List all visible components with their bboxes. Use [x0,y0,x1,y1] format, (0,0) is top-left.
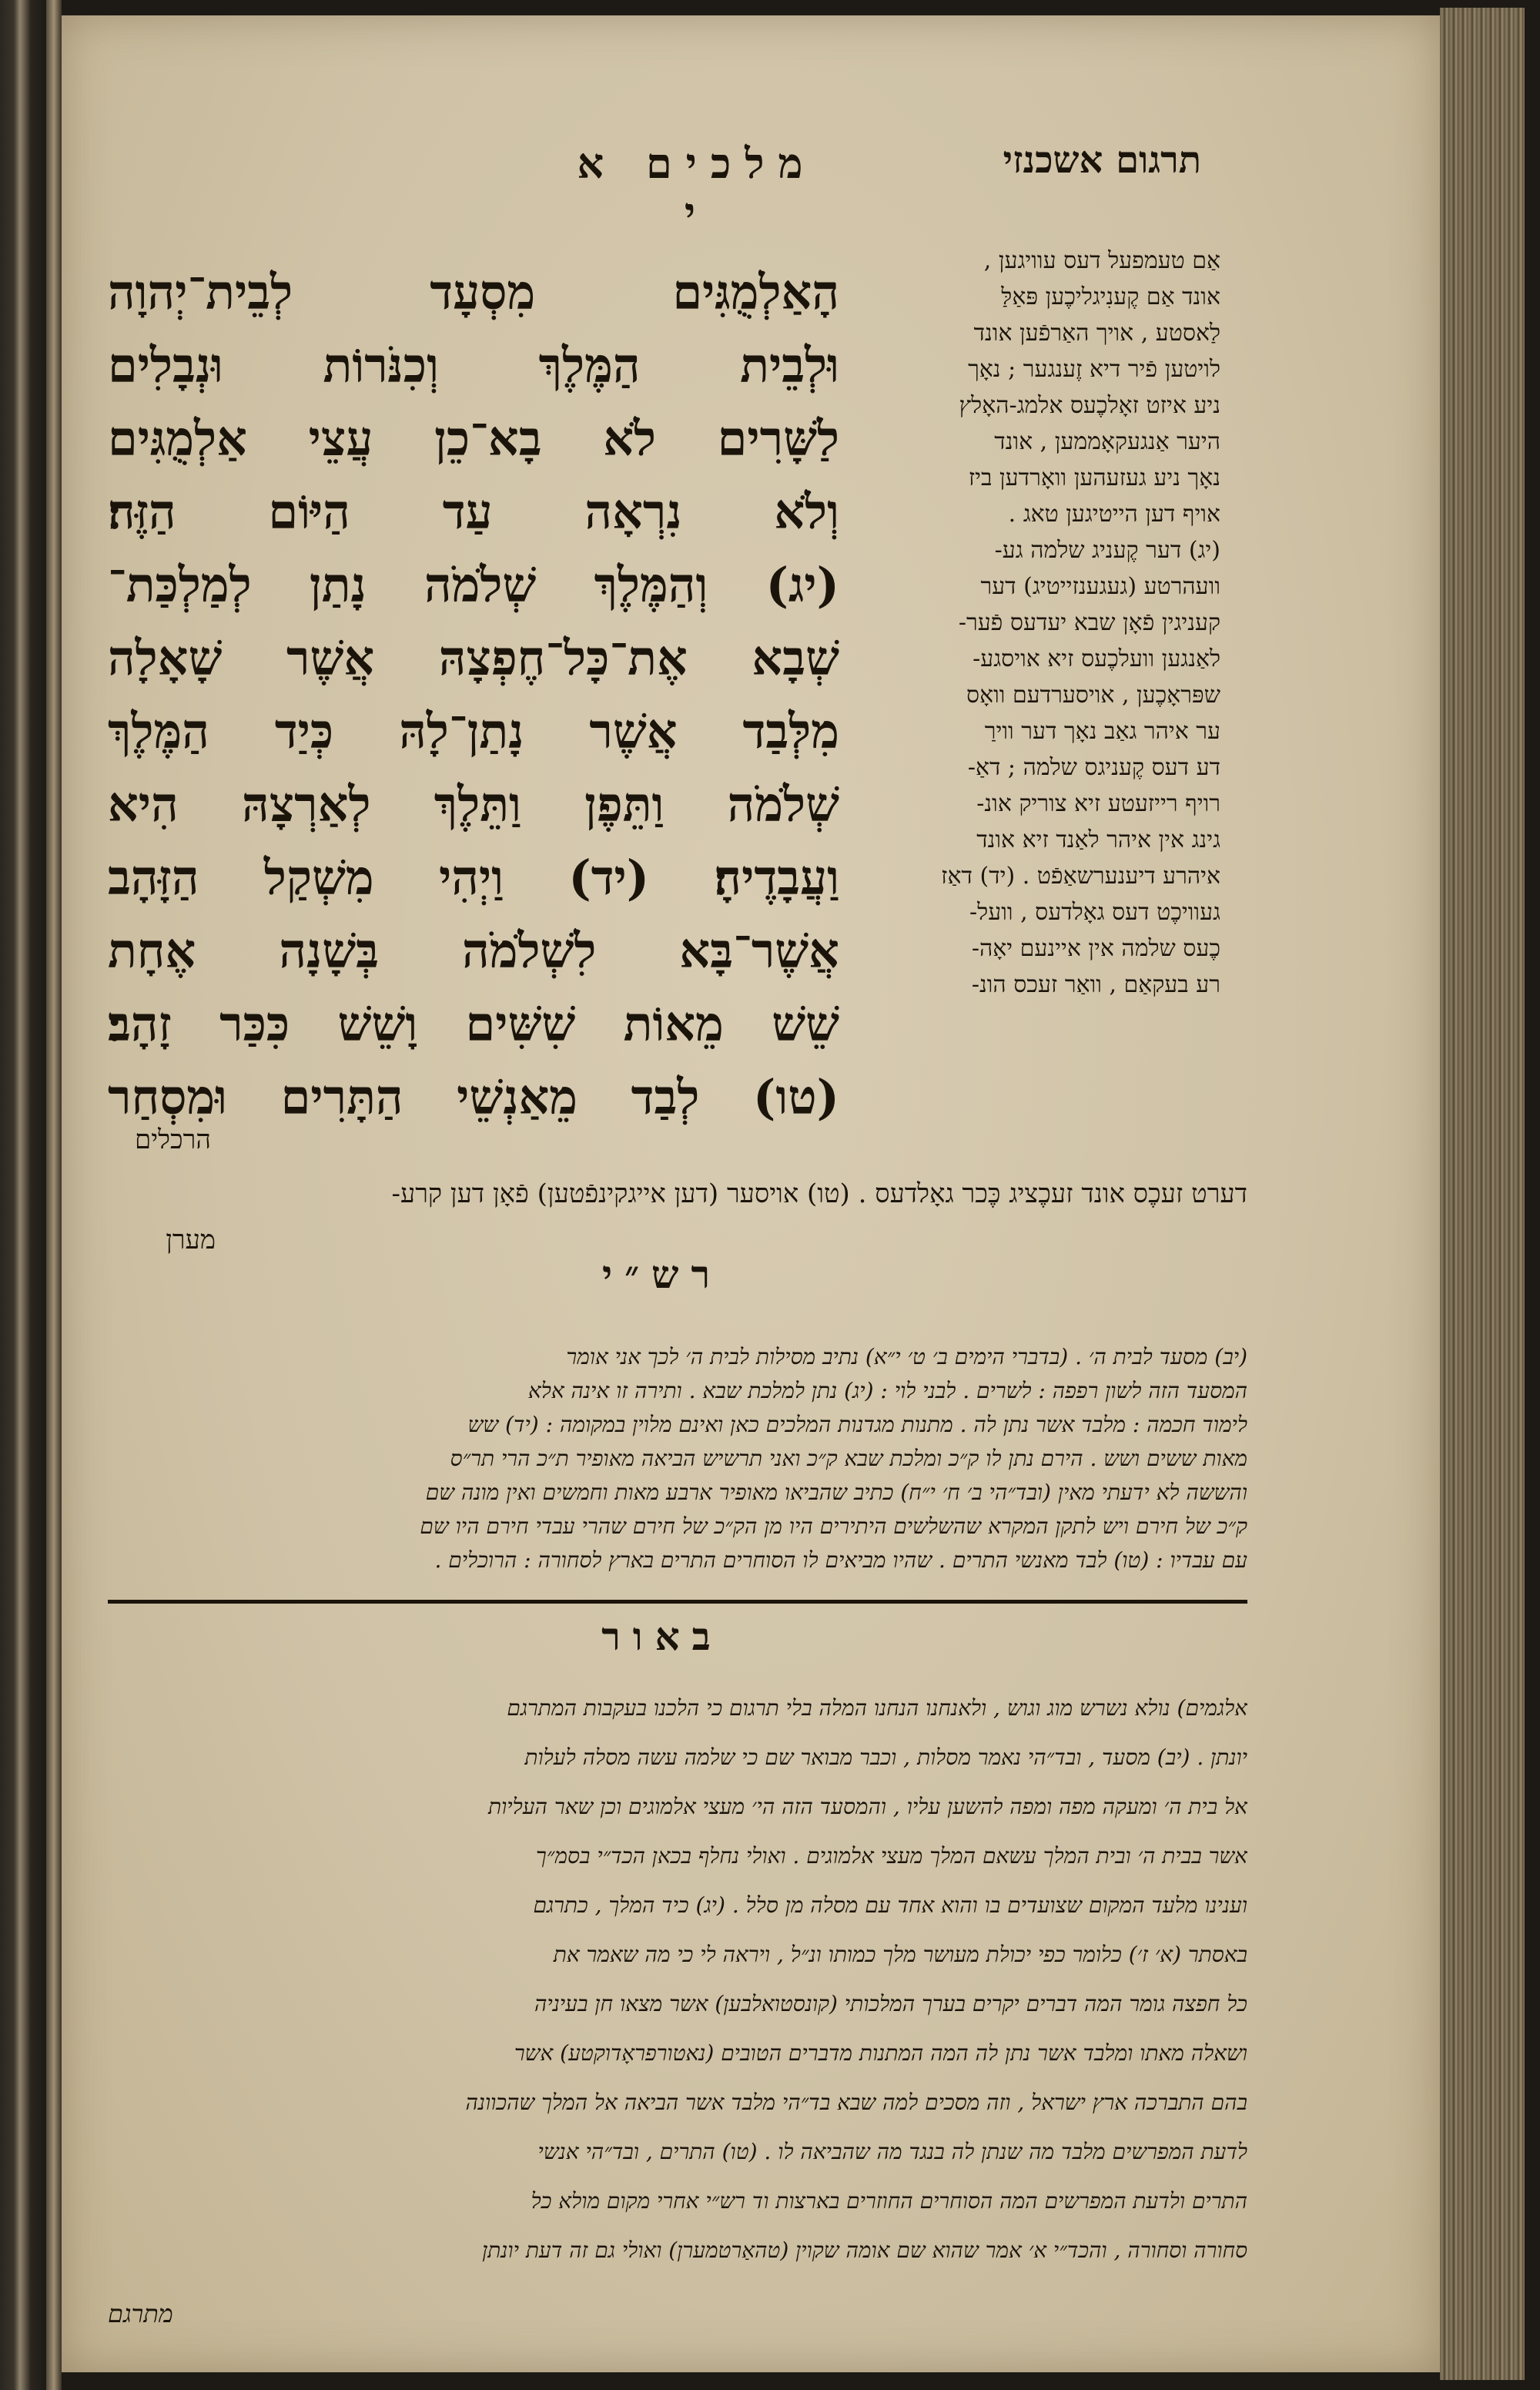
german-line: גינג אין איהר לאַנד זיא אונד [976,826,1220,853]
biur-title: באור [601,1614,723,1659]
rashi-line: עם עבדיו : (טו) לבד מאנשי התרים . שהיו מביאים לו הסוחרים התרים בארץ לסחורה : הרוכלים . [434,1547,1247,1573]
header-right-title: תרגום אשכנזי [1003,139,1201,182]
catchword-bottom: מתרגם [108,2299,173,2328]
hebrew-line: שְׁבָא אֶת־כָּל־חֶפְצָהּ אֲשֶׁר שָׁאָלָה [108,630,839,686]
biur-line: אלגמים) נולא נשרש מוג וגוש , ולאנחנו הנחנו המלה בלי תרגום כי הלכנו בעקבות המתרגם [507,1695,1247,1721]
german-line: לַאסטע , אויך האַרפֿען אונד [973,320,1220,347]
german-continuation-line: מערן [166,1225,216,1255]
german-line: וועהרטע (געגענזייטיג) דער [980,573,1220,600]
hebrew-line: וְלֹא נִרְאָה עַד הַיּוֹם הַזֶּה׃ [108,484,839,540]
german-line: קעניגין פֿאָן שבא יעדעס פֿער- [958,609,1220,636]
biur-line: יונתן . (יב) מסעד , ובד״הי נאמר מסלות , וכבר מבואר שם כי שלמה עשה מסלה לעלות [524,1745,1247,1770]
biur-line: אל בית ה׳ ומעקה מפה ומפה להשען עליו , והמסעד הזה הי׳ מעצי אלמוגים וכן שאר העליות [488,1794,1247,1819]
rashi-line: לימוד חכמה : מלבד אשר נתן לה . מתנות מגדנות המלכים כאן ואינם מלוין במקומה : (יד) שש [467,1412,1247,1437]
german-line: אונד אַם קֶענִיגליכֶען פּאַלַּ [1001,283,1220,310]
german-line: היער אַנגעקאָממען , אונד [994,428,1220,455]
biur-line: התרים ולדעת המפרשים המה הסוחרים החוזרים בארצות וד רש״י אחרי מקום מולא כל [531,2188,1247,2214]
rashi-line: מאות ששים ושש . הירם נתן לו ק״כ ומלכת שבא ק״כ ואני תרשיש הביאה מאופיר ת״כ הרי תר״ס [450,1446,1247,1471]
german-line: ער איהר גאַב נאָך דער ווירַ [984,718,1220,745]
biur-line: כל חפצה גומר המה דברים יקרים בערך המלכותי (קונסטואלבען) אשר מצאו חן בעיניה [534,1991,1247,2016]
hebrew-line: (יג) וְהַמֶּלֶךְ שְׁלֹמֹה נָתַן לְמַלְכַּת־ [108,557,839,613]
german-line: נאָך ניע געזעהען וואָרדען ביז [968,464,1220,491]
hebrew-line: שְׁלֹמֹה וַתֵּפֶן וַתֵּלֶךְ לְאַרְצָהּ הִיא [108,776,839,833]
biur-line: סחורה וסחורה , והכד״י א׳ אמר שהוא שם אומה שקוין (טהאַרטמערן) ואולי גם זה דעת יונתן [482,2237,1247,2263]
biur-line: וענינו מלעד המקום שצועדים בו והוא אחד עם מסלה מן סלל . (יג) כיד המלך , כתרגם [533,1892,1247,1918]
hebrew-line: (טו) לְבַד מֵאַנְשֵׁי הַתָּרִים וּמִסְחַר [108,1069,839,1125]
biur-line: לדעת המפרשים מלבד מה שנתן לה בנגד מה שהביאה לו . (טו) התרים , ובד״הי אנשי [537,2139,1247,2164]
header-left-title: מלכים א י [577,139,817,237]
german-line: לויטען פֿיר דיא זֶענגער ; נאָך [968,356,1220,383]
section-divider [108,1600,1247,1604]
page-edges [1440,8,1525,2380]
german-line: שפּראָכֶען , אויסערדעם וואָס [966,682,1220,709]
rashi-line: המסעד הזה לשון רפפה : לשרים . לבני לוי : (יג) נתן למלכת שבא . ותירה זו אינה אלא [527,1378,1247,1403]
hebrew-line: שֵׁשׁ מֵאוֹת שִׁשִּׁים וָשֵׁשׁ כִּכַּר זָהָב׃ [108,996,839,1052]
rashi-line: והששה לא ידעתי מאין (ובד״הי ב׳ ח׳ י״ח) כתיב שהביאו מאופיר ארבע מאות וחמשים ואין מונה שם [425,1480,1247,1505]
german-line: כֶעס שלמה אין איינעם יאָה- [971,935,1220,962]
rashi-title: רש״י [601,1252,723,1297]
hebrew-line: וּלְבֵית הַמֶּלֶךְ וְכִנֹּרוֹת וּנְבָלִים [108,337,839,394]
german-line: רויף רייזעטע זיא צוריק אונ- [976,790,1220,817]
rashi-line: (יב) מסעד לבית ה׳ . (בדברי הימים ב׳ ט׳ י״א) נתיב מסילות לבית ה׳ לכך אני אומר [566,1344,1247,1369]
biur-line: ושאלה מאתו ומלבד אשר נתן לה המה המתנות מדברים הטובים (נאטורפראָדוקטע) אשר [514,2040,1247,2066]
biur-line: בהם התברכה ארץ ישראל , וזה מסכים למה שבא בד״הי מלבד אשר הביאה אל המלך שהכוונה [465,2090,1247,2115]
german-line: ניע איזט זאָלכֶעס אלמג-האָלץ [959,392,1220,419]
german-line: אַם טעמפעל דעס עוויגען , [983,247,1220,274]
biur-line: באסתר (א׳ ז׳) כלומר כפי יכולת מעושר מלך כמותו ונ״ל , ויראה לי כי מה שאמר את [553,1942,1247,1967]
german-line: אויף דען הייטיגען טאג . [1008,501,1220,528]
german-line: דע דעס קֶעניגס שלמה ; דאַ- [967,754,1220,781]
hebrew-line: וַעֲבָדֶיהָ׃ (יד) וַיְהִי מִשְׁקַל הַזָּהָב [108,850,839,906]
hebrew-line: אֲשֶׁר־בָּא לִשְׁלֹמֹה בְּשָׁנָה אֶחָת [108,923,839,979]
german-line: געוויכֶט דעס גאָלדעס , וועל- [969,899,1220,926]
german-continuation-line: דערט זעכֶס אונד זעכֶציג כֶּכר גאָלדעס . (טו) אויסער (דען אייגקינפֿטען) פֿאָן דען קרע- [391,1178,1247,1209]
german-line: לאַנגען וועלכֶעס זיא אויסגע- [973,645,1220,672]
german-line: (יג) דער קֶעניג שלמה גע- [994,537,1220,564]
biur-line: אשר בבית ה׳ ובית המלך עשאם המלך מעצי אלמוגים . ואולי נחלף בכאן הכד״י בסמ״ך [536,1843,1247,1869]
german-line: רע בעקאַם , וואַר זעכס הונ- [971,971,1220,998]
book-spine [46,0,62,2390]
hebrew-line: מִלְּבַד אֲשֶׁר נָתַן־לָהּ כְּיַד הַמֶּלֶךְ [108,703,839,759]
hebrew-line: לַשָּׁרִים לֹא בָא־כֵן עֲצֵי אַלְמֻגִּים [108,411,839,467]
rashi-line: ק״כ של חירם ויש לתקן המקרא שהשלשים היתירים היו מן הק״כ של חירם שהרי עבדי חירם היו שם [420,1513,1247,1539]
german-line: איהרע דיענערשאַפֿט . (יד) דאַז [941,863,1220,890]
catchword-hebrew: הרכלים [135,1125,211,1155]
hebrew-line: הָאַלְמֻגִּים מִסְעָד לְבֵית־יְהוָה [108,264,839,320]
